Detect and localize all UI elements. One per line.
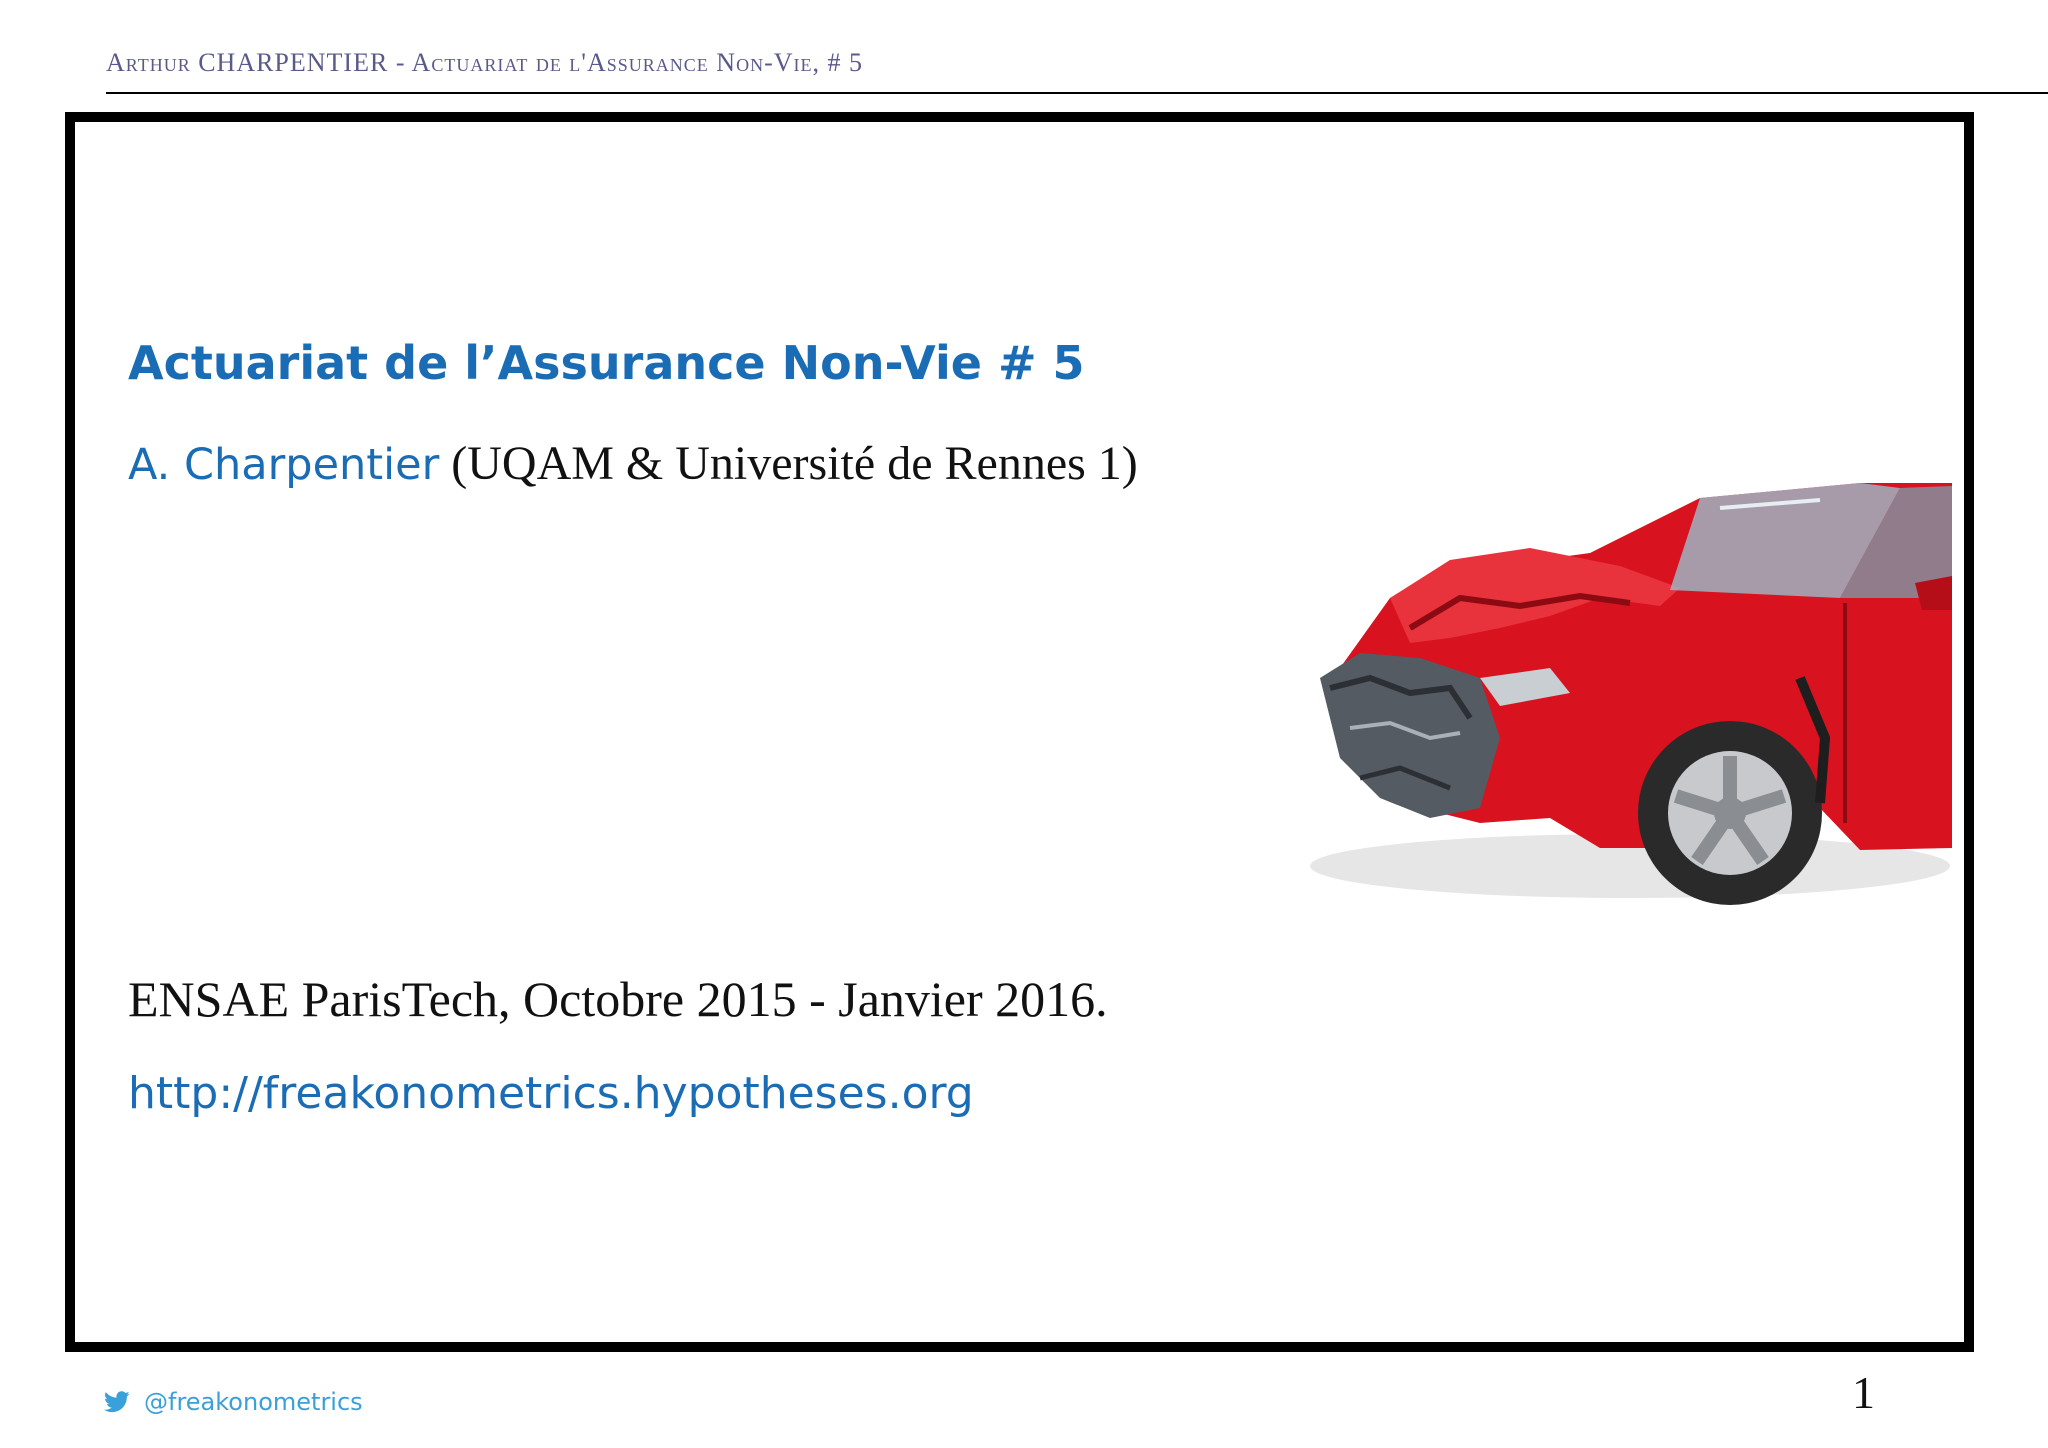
slide-title: Actuariat de l’Assurance Non-Vie # 5: [128, 336, 1085, 390]
author-line: [128, 436, 1138, 491]
wrecked-car-image: [1300, 478, 1952, 918]
website-link[interactable]: http://freakonometrics.hypotheses.org: [128, 1068, 974, 1119]
twitter-footer[interactable]: [104, 1388, 363, 1416]
header-rule: [106, 92, 2048, 94]
running-header: Arthur CHARPENTIER - Actuariat de l'Assurance Non-Vie, # 5: [106, 48, 863, 77]
author-name: A. Charpentier: [128, 440, 440, 490]
twitter-bird-icon: [104, 1391, 130, 1413]
page-number: 1: [1852, 1367, 1875, 1418]
venue-and-dates: ENSAE ParisTech, Octobre 2015 - Janvier 2016.: [128, 971, 1108, 1027]
twitter-handle: @freakonometrics: [144, 1388, 363, 1416]
author-affiliation: (UQAM & Université de Rennes 1): [451, 437, 1138, 490]
